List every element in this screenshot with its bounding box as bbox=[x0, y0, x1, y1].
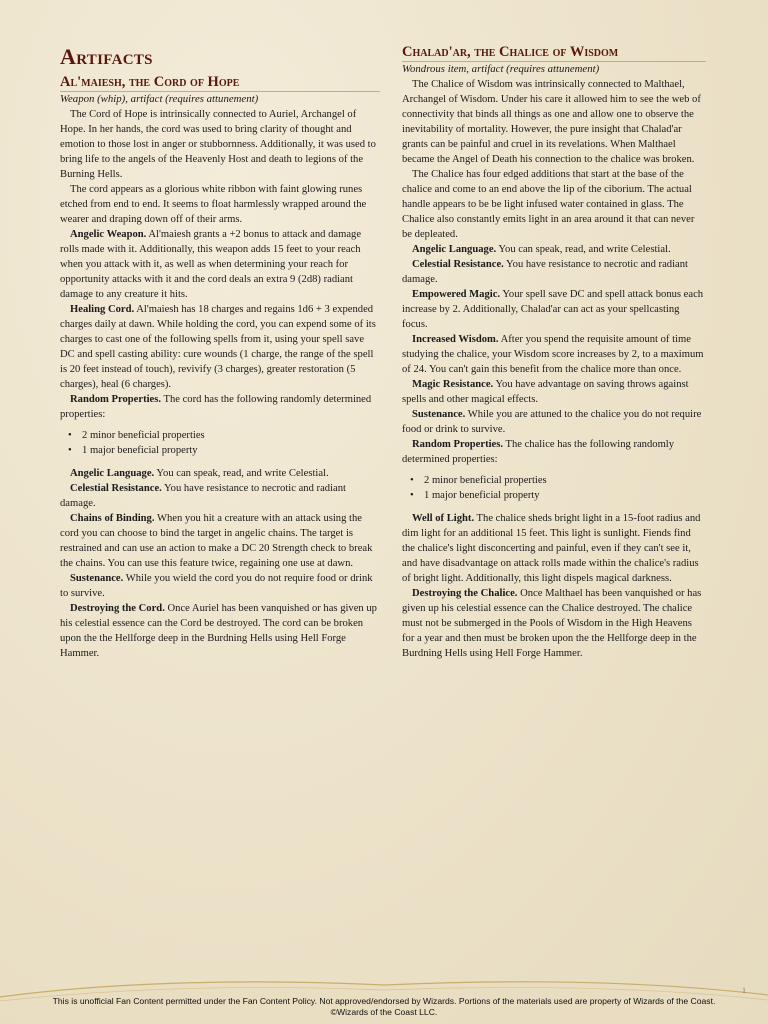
chalice-destroy-lead: Destroying the Chalice. bbox=[412, 588, 518, 599]
footer-legal-text: This is unofficial Fan Content permitted under the Fan Content Policy. Not approved/endorsed by Wizards. Portions of the materials used are property of Wizards of the Coast. ©Wizards of the Coast LLC. bbox=[52, 996, 716, 1017]
chalice-random-lead: Random Properties. bbox=[412, 439, 504, 450]
cord-resistance bbox=[60, 481, 380, 511]
cord-language-text: You can speak, read, and write Celestial. bbox=[154, 468, 329, 479]
page-title: Artifacts bbox=[60, 44, 153, 69]
chalice-well bbox=[402, 511, 706, 586]
chalice-resistance-lead: Celestial Resistance. bbox=[412, 259, 504, 270]
chalice-random-text: The chalice has the following randomly determined properties: bbox=[402, 439, 675, 465]
cord-angelic-weapon-text: Al'maiesh grants a +2 bonus to attack and damage rolls made with it. Additionally, this weapon adds 15 feet to your reach when you attack with it, as well as when determining your reach for opportunity attacks with it and the cord deals an extra 9 (2d8) radiant damage to any creature it hits. bbox=[60, 229, 362, 300]
cord-random bbox=[60, 392, 380, 422]
chalice-random-list bbox=[402, 473, 706, 503]
cord-random-list bbox=[60, 428, 380, 458]
cord-intro-2: The cord appears as a glorious white ribbon with faint glowing runes etched from end to end. It seems to float harmlessly wrapped around the wearer and draping down off of their arms. bbox=[60, 184, 367, 225]
chalice-magic-resistance bbox=[402, 377, 706, 407]
cord-angelic-weapon bbox=[60, 227, 380, 302]
cord-intro-1: The Cord of Hope is intrinsically connected to Auriel, Archangel of Hope. In her hands, the cord was used to bring clarity of thought and emotion to those lost in anger or stubbornness. Additionally, it was used to bring life to the angels of the Heavenly Host and death to legions of the Burning Hells. bbox=[60, 109, 376, 180]
chalice-intro-2: The Chalice has four edged additions that start at the base of the chalice and come to an end above the lip of the ciborium. The actual handle appears to be be light infused water contained in glass. The Chalice also constantly emits light in an area around it that can never be depleated. bbox=[402, 169, 695, 240]
cord-language-lead: Angelic Language. bbox=[70, 468, 155, 479]
cord-random-text: The cord has the following randomly determined properties: bbox=[60, 394, 372, 420]
chalice-heading: Chalad'ar, the Chalice of Wisdom bbox=[402, 44, 706, 62]
chalice-well-text: The chalice sheds bright light in a 15-foot radius and dim light for an additional 15 feet. This light is sunlight. Fiends find the chalice's light disconcerting and painful, even if they can't see it, and have disadvantage on attack rolls made within the chalice's radius of bright light. Additionally, this light dispels magical darkness. bbox=[402, 513, 701, 584]
cord-sustenance-lead: Sustenance. bbox=[70, 573, 124, 584]
chalice-destroy-text: Once Malthael has been vanquished or has given up his celestial essence can the Chalice destroyed. The chalice must not be submerged in the Pools of Wisdom in the High Heavens for a year and then must be broken upon the the Hellforge deep in the Burdning Hells using Hell Forge Hammer. bbox=[402, 588, 702, 659]
chalice-resistance-text: You have resistance to necrotic and radiant damage. bbox=[402, 259, 688, 285]
chalice-wisdom-lead: Increased Wisdom. bbox=[412, 334, 499, 345]
page-number: 1 bbox=[742, 986, 746, 995]
cord-resistance-text: You have resistance to necrotic and radiant damage. bbox=[60, 483, 346, 509]
list-item: • 1 major beneficial property bbox=[74, 443, 380, 458]
chalice-magic-text: Your spell save DC and spell attack bonus each increase by 2. Additionally, Chalad'ar can act as your spellcasting focus. bbox=[402, 289, 704, 330]
cord-random-lead: Random Properties. bbox=[70, 394, 162, 405]
chalice-sustenance bbox=[402, 407, 706, 437]
cord-destroy-text: Once Auriel has been vanquished or has given up his celestial essence can the Cord be destroyed. The cord can be broken upon the the Hellforge deep in the Burdning Hells using Hell Forge Hammer. bbox=[60, 603, 377, 659]
cord-subtitle: Weapon (whip), artifact (requires attunement) bbox=[60, 93, 259, 105]
chalice-sustenance-lead: Sustenance. bbox=[412, 409, 466, 420]
cord-destroy bbox=[60, 601, 380, 661]
chalice-resistance bbox=[402, 257, 706, 287]
cord-destroy-lead: Destroying the Cord. bbox=[70, 603, 165, 614]
chalice-magic bbox=[402, 287, 706, 332]
chalice-well-lead: Well of Light. bbox=[412, 513, 475, 524]
cord-sustenance-text: While you wield the cord you do not require food or drink to survive. bbox=[60, 573, 373, 599]
cord-sustenance bbox=[60, 571, 380, 601]
right-column bbox=[402, 44, 706, 661]
cord-healing-text: Al'maiesh has 18 charges and regains 1d6 + 3 expended charges daily at dawn. While holding the cord, you can expend some of its charges to cast one of the following spells from it, using your spell save DC and spell casting ability: cure wounds (1 charge, the range of the spell is 20 feet instead of touch), revivify (3 charges), greater restoration (5 charges), heal (6 charges). bbox=[60, 304, 376, 390]
chalice-subtitle: Wondrous item, artifact (requires attunement) bbox=[402, 63, 600, 75]
chalice-magicres-text: You have advantage on saving throws against spells and other magical effects. bbox=[402, 379, 689, 405]
chalice-wisdom-text: After you spend the requisite amount of time studying the chalice, your Wisdom score increases by 2, to a maximum of 24. You can't gain this benefit from the chalice more than once. bbox=[402, 334, 704, 375]
cord-heading: Al'maiesh, the Cord of Hope bbox=[60, 74, 380, 92]
cord-chains bbox=[60, 511, 380, 571]
chalice-magicres-lead: Magic Resistance. bbox=[412, 379, 494, 390]
chalice-language-text: You can speak, read, and write Celestial. bbox=[496, 244, 671, 255]
list-item: • 2 minor beneficial properties bbox=[416, 473, 706, 488]
cord-language bbox=[60, 466, 380, 481]
list-item: • 2 minor beneficial properties bbox=[74, 428, 380, 443]
chalice-random bbox=[402, 437, 706, 467]
cord-resistance-lead: Celestial Resistance. bbox=[70, 483, 162, 494]
chalice-destroy bbox=[402, 586, 706, 661]
chalice-sustenance-text: While you are attuned to the chalice you do not require food or drink to survive. bbox=[402, 409, 702, 435]
list-item: • 1 major beneficial property bbox=[416, 488, 706, 503]
cord-angelic-weapon-lead: Angelic Weapon. bbox=[70, 229, 147, 240]
cord-chains-lead: Chains of Binding. bbox=[70, 513, 155, 524]
chalice-magic-lead: Empowered Magic. bbox=[412, 289, 501, 300]
chalice-language bbox=[402, 242, 706, 257]
cord-healing bbox=[60, 302, 380, 392]
chalice-intro-1: The Chalice of Wisdom was intrinsically connected to Malthael, Archangel of Wisdom. Under his care it allowed him to see the web of connectivity that binds all things as one and allow one to observe the inevitability of mortality. However, the pure insight that Chalad'ar grants can be painful and cruel in its revelations. When Malthael became the Angel of Death his connection to the chalice was broken. bbox=[402, 79, 701, 165]
chalice-wisdom bbox=[402, 332, 706, 377]
chalice-language-lead: Angelic Language. bbox=[412, 244, 497, 255]
cord-healing-lead: Healing Cord. bbox=[70, 304, 135, 315]
cord-chains-text: When you hit a creature with an attack using the cord you can choose to bind the target in angelic chains. The target is restrained and can use an action to make a DC 20 Strength check to break the chains. You can use this feature twice, regaining one use at dawn. bbox=[60, 513, 373, 569]
left-column bbox=[60, 44, 380, 661]
